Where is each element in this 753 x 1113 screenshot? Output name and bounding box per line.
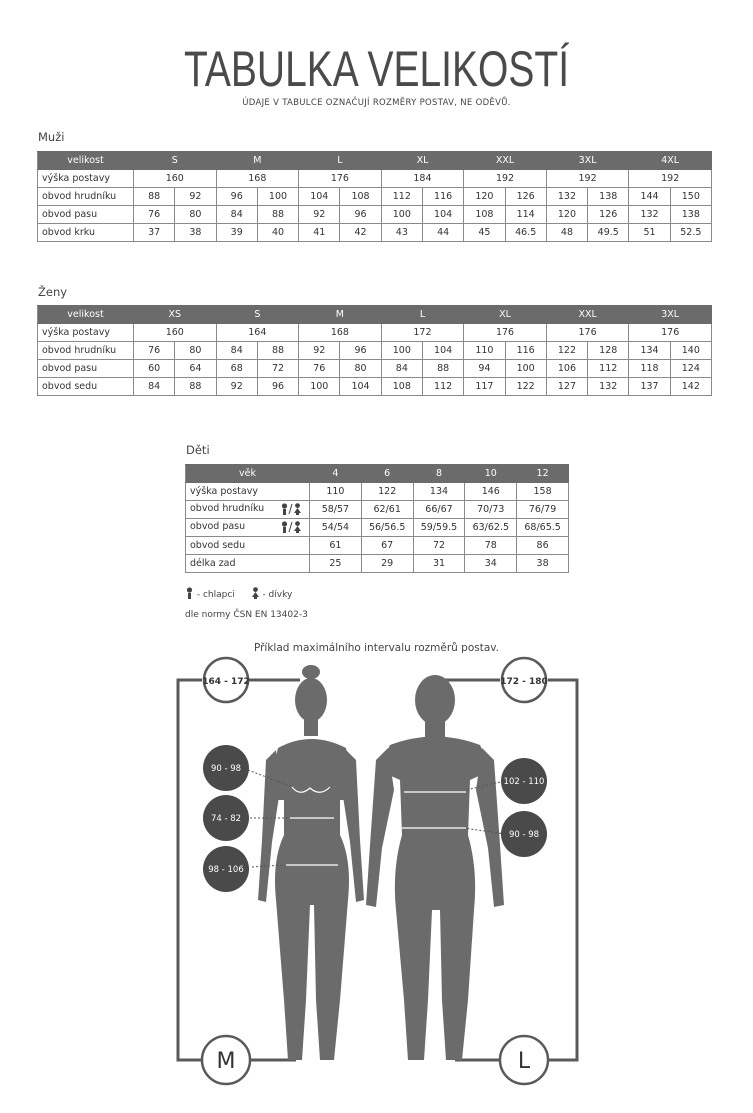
table-cell: 168 [216, 170, 299, 188]
row-label-text: obvod sedu [190, 540, 246, 551]
table-cell: 122 [361, 483, 413, 501]
page-title: TABULKA VELIKOSTÍ [183, 41, 570, 97]
table-row [38, 170, 712, 188]
table-cell: 176 [299, 170, 382, 188]
table-cell: 84 [381, 360, 422, 378]
table-cell: 59/59.5 [413, 519, 465, 537]
male-size-badge [500, 1036, 548, 1084]
table-cell: 112 [422, 378, 463, 396]
table-cell: 41 [299, 224, 340, 242]
table-cell: 138 [588, 188, 629, 206]
size-header: 3XL [546, 152, 629, 170]
table-cell: 92 [216, 378, 257, 396]
boy-girl-icon [281, 503, 309, 516]
table-cell: 128 [588, 342, 629, 360]
table-cell: 76/79 [517, 501, 569, 519]
table-cell: 192 [464, 170, 547, 188]
table-cell: 88 [134, 188, 175, 206]
female-waist-badge [203, 795, 249, 841]
table-cell: 116 [422, 188, 463, 206]
table-cell: 100 [381, 206, 422, 224]
size-header: M [216, 152, 299, 170]
table-cell: 140 [670, 342, 711, 360]
table-cell: 118 [629, 360, 670, 378]
table-cell: 84 [216, 342, 257, 360]
svg-text:74 - 82: 74 - 82 [210, 814, 242, 824]
table-cell: 64 [175, 360, 216, 378]
table-cell: 96 [340, 206, 381, 224]
kids-section-label: Děti [186, 443, 210, 457]
table-cell: 38 [175, 224, 216, 242]
table-cell: 132 [546, 188, 587, 206]
svg-text:L: L [517, 1049, 531, 1074]
table-cell: 40 [257, 224, 298, 242]
table-cell: 46.5 [505, 224, 546, 242]
table-cell: 110 [310, 483, 362, 501]
table-cell: 42 [340, 224, 381, 242]
row-label-text: obvod hrudníku [190, 503, 265, 514]
row-label: výška postavy [38, 170, 134, 188]
table-cell: 60 [134, 360, 175, 378]
table-cell: 100 [299, 378, 340, 396]
table-cell: 25 [310, 555, 362, 573]
table-cell: 164 [216, 324, 299, 342]
table-cell: 92 [299, 206, 340, 224]
male-waist-badge [501, 811, 547, 857]
table-cell: 192 [546, 170, 629, 188]
header-label: velikost [38, 152, 134, 170]
table-cell: 100 [381, 342, 422, 360]
table-cell: 80 [175, 206, 216, 224]
table-row [186, 519, 569, 537]
row-label-text: výška postavy [190, 486, 258, 497]
table-cell: 80 [340, 360, 381, 378]
table-cell: 94 [464, 360, 505, 378]
male-chest-badge [501, 758, 547, 804]
table-row [38, 324, 712, 342]
table-cell: 158 [517, 483, 569, 501]
table-cell: 80 [175, 342, 216, 360]
svg-text:90 - 98: 90 - 98 [508, 830, 540, 840]
table-row [38, 224, 712, 242]
table-cell: 61 [310, 537, 362, 555]
figure-title: Příklad maximálního intervalu rozměrů postav. [253, 642, 500, 654]
table-cell: 88 [422, 360, 463, 378]
men-section-label: Muži [38, 130, 65, 144]
women-section-label: Ženy [38, 285, 68, 299]
svg-text:164 - 172: 164 - 172 [202, 677, 250, 687]
table-cell: 108 [464, 206, 505, 224]
table-row [186, 483, 569, 501]
table-header-row [186, 465, 569, 483]
table-cell: 150 [670, 188, 711, 206]
size-header: L [299, 152, 382, 170]
table-cell: 49.5 [588, 224, 629, 242]
table-row [38, 188, 712, 206]
header-label: velikost [38, 306, 134, 324]
table-cell: 176 [629, 324, 712, 342]
table-cell: 31 [413, 555, 465, 573]
age-header: 6 [361, 465, 413, 483]
page-subtitle: ÚDAJE V TABULCE OZNAČUJÍ ROZMĚRY POSTAV, NE ODĚVŮ. [242, 98, 511, 108]
male-silhouette [366, 675, 504, 1060]
table-cell: 76 [299, 360, 340, 378]
table-cell: 48 [546, 224, 587, 242]
table-cell: 29 [361, 555, 413, 573]
table-cell: 100 [505, 360, 546, 378]
table-cell: 168 [299, 324, 382, 342]
table-cell: 108 [340, 188, 381, 206]
row-label [186, 483, 310, 501]
size-header: XXL [464, 152, 547, 170]
table-cell: 84 [216, 206, 257, 224]
table-cell: 92 [175, 188, 216, 206]
table-row [38, 378, 712, 396]
table-cell: 68/65.5 [517, 519, 569, 537]
gender-legend [185, 587, 292, 600]
table-cell: 116 [505, 342, 546, 360]
female-hips-badge [203, 846, 249, 892]
table-cell: 58/57 [310, 501, 362, 519]
men-size-table [37, 151, 712, 242]
legend-boys: - chlapci [196, 590, 235, 600]
table-cell: 120 [464, 188, 505, 206]
age-header: 12 [517, 465, 569, 483]
table-header-row [38, 306, 712, 324]
table-cell: 88 [175, 378, 216, 396]
table-cell: 132 [588, 378, 629, 396]
table-cell: 110 [464, 342, 505, 360]
row-label: obvod krku [38, 224, 134, 242]
svg-text:102 - 110: 102 - 110 [503, 777, 545, 787]
row-label [186, 519, 310, 537]
svg-text:172 - 180: 172 - 180 [500, 677, 548, 687]
size-header: M [299, 306, 382, 324]
size-header: XL [381, 152, 464, 170]
row-label: obvod hrudníku [38, 188, 134, 206]
girl-icon [251, 587, 260, 599]
table-row [186, 555, 569, 573]
table-cell: 70/73 [465, 501, 517, 519]
svg-text:98 - 106: 98 - 106 [208, 865, 244, 875]
table-cell: 184 [381, 170, 464, 188]
table-cell: 104 [422, 206, 463, 224]
header-label: věk [186, 465, 310, 483]
table-cell: 43 [381, 224, 422, 242]
table-cell: 138 [670, 206, 711, 224]
row-label: výška postavy [38, 324, 134, 342]
body-measurement-figure [0, 650, 753, 1110]
table-cell: 106 [546, 360, 587, 378]
row-label: obvod pasu [38, 360, 134, 378]
table-row [186, 501, 569, 519]
table-cell: 72 [413, 537, 465, 555]
table-cell: 88 [257, 342, 298, 360]
table-cell: 100 [257, 188, 298, 206]
table-row [186, 537, 569, 555]
female-height-badge [202, 658, 250, 702]
size-header: 4XL [629, 152, 712, 170]
table-cell: 137 [629, 378, 670, 396]
table-cell: 112 [381, 188, 422, 206]
size-header: XXL [546, 306, 629, 324]
table-cell: 63/62.5 [465, 519, 517, 537]
table-cell: 176 [546, 324, 629, 342]
table-cell: 84 [134, 378, 175, 396]
legend-girls: - dívky [262, 590, 293, 600]
table-cell: 120 [546, 206, 587, 224]
table-cell: 108 [381, 378, 422, 396]
women-size-table [37, 305, 712, 396]
size-header: 3XL [629, 306, 712, 324]
table-row [38, 342, 712, 360]
boy-icon [185, 587, 194, 599]
table-cell: 56/56.5 [361, 519, 413, 537]
table-cell: 124 [670, 360, 711, 378]
age-header: 8 [413, 465, 465, 483]
table-cell: 132 [629, 206, 670, 224]
table-cell: 76 [134, 206, 175, 224]
table-cell: 39 [216, 224, 257, 242]
table-cell: 96 [257, 378, 298, 396]
table-cell: 78 [465, 537, 517, 555]
table-cell: 192 [629, 170, 712, 188]
row-label [186, 555, 310, 573]
table-cell: 86 [517, 537, 569, 555]
boy-girl-icon [281, 521, 309, 534]
table-cell: 104 [299, 188, 340, 206]
table-cell: 122 [546, 342, 587, 360]
female-chest-badge [203, 745, 249, 791]
table-cell: 54/54 [310, 519, 362, 537]
table-cell: 122 [505, 378, 546, 396]
table-cell: 126 [505, 188, 546, 206]
row-label-text: délka zad [190, 558, 236, 569]
size-header: S [216, 306, 299, 324]
table-cell: 62/61 [361, 501, 413, 519]
table-cell: 92 [299, 342, 340, 360]
table-cell: 160 [134, 324, 217, 342]
age-header: 4 [310, 465, 362, 483]
table-cell: 176 [464, 324, 547, 342]
table-cell: 38 [517, 555, 569, 573]
table-header-row [38, 152, 712, 170]
table-cell: 144 [629, 188, 670, 206]
table-cell: 104 [340, 378, 381, 396]
row-label: obvod sedu [38, 378, 134, 396]
table-cell: 52.5 [670, 224, 711, 242]
table-cell: 66/67 [413, 501, 465, 519]
table-cell: 172 [381, 324, 464, 342]
svg-text:M: M [216, 1049, 236, 1074]
table-cell: 117 [464, 378, 505, 396]
row-label: obvod pasu [38, 206, 134, 224]
table-cell: 67 [361, 537, 413, 555]
table-cell: 96 [216, 188, 257, 206]
table-cell: 76 [134, 342, 175, 360]
size-header: XS [134, 306, 217, 324]
table-row [38, 206, 712, 224]
table-cell: 134 [629, 342, 670, 360]
table-cell: 37 [134, 224, 175, 242]
row-label-text: obvod pasu [190, 521, 246, 532]
table-cell: 45 [464, 224, 505, 242]
table-row [38, 360, 712, 378]
size-header: L [381, 306, 464, 324]
table-cell: 68 [216, 360, 257, 378]
table-cell: 34 [465, 555, 517, 573]
female-size-badge [202, 1036, 250, 1084]
table-cell: 112 [588, 360, 629, 378]
age-header: 10 [465, 465, 517, 483]
svg-text:90 - 98: 90 - 98 [210, 764, 242, 774]
table-cell: 146 [465, 483, 517, 501]
table-cell: 126 [588, 206, 629, 224]
table-cell: 104 [422, 342, 463, 360]
kids-size-table [185, 464, 569, 573]
table-cell: 127 [546, 378, 587, 396]
norm-note: dle normy ČSN EN 13402-3 [185, 610, 308, 620]
female-silhouette [258, 665, 364, 1060]
table-cell: 114 [505, 206, 546, 224]
table-cell: 72 [257, 360, 298, 378]
table-cell: 160 [134, 170, 217, 188]
row-label: obvod hrudníku [38, 342, 134, 360]
male-height-badge [500, 658, 548, 702]
size-header: XL [464, 306, 547, 324]
table-cell: 134 [413, 483, 465, 501]
table-cell: 51 [629, 224, 670, 242]
table-cell: 88 [257, 206, 298, 224]
size-header: S [134, 152, 217, 170]
table-cell: 142 [670, 378, 711, 396]
table-cell: 44 [422, 224, 463, 242]
table-cell: 96 [340, 342, 381, 360]
row-label [186, 501, 310, 519]
row-label [186, 537, 310, 555]
